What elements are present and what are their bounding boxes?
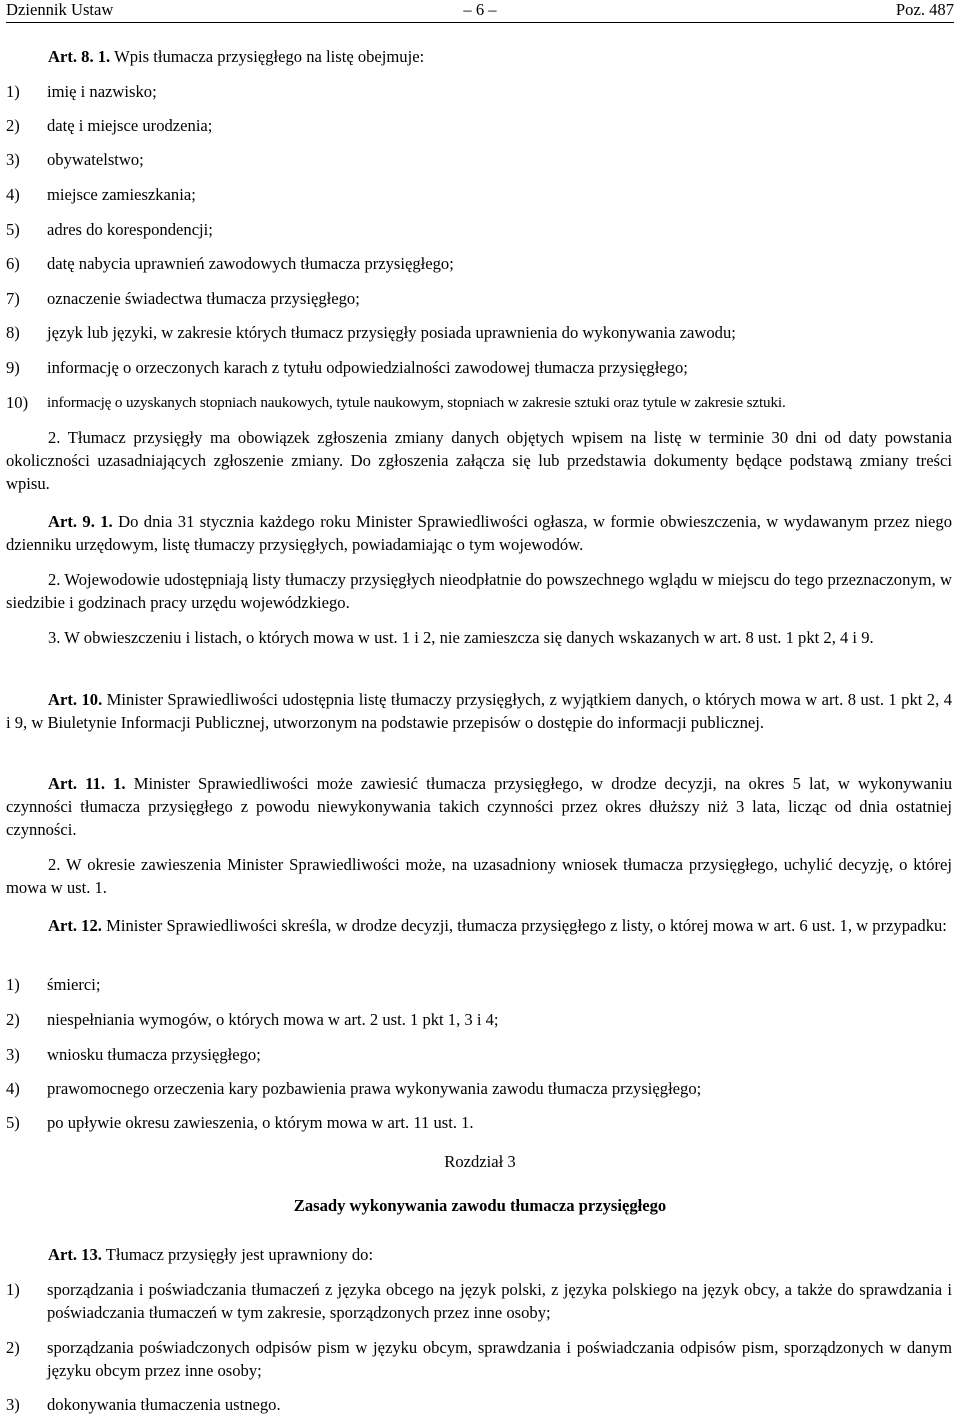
art9-ust3: 3. W obwieszczeniu i listach, o których mowa w ust. 1 i 2, nie zamieszcza się danych wskazanych w art. 8 ust. 1 pkt 2, 4 i 9. — [48, 628, 874, 647]
art8-heading: Art. 8. 1. — [48, 47, 111, 66]
art12-heading: Art. 12. — [48, 916, 102, 935]
art9-heading: Art. 9. 1. — [48, 512, 113, 531]
list-item: datę nabycia uprawnień zawodowych tłumacza przysięgłego; — [47, 254, 454, 273]
list-item: śmierci; — [47, 975, 101, 994]
art13-intro — [6, 1243, 952, 1266]
list-item-number: 3) — [6, 1395, 20, 1414]
art8-ust2: 2. Tłumacz przysięgły ma obowiązek zgłoszenia zmiany danych objętych wpisem na listę w terminie 30 dni od daty powstania okoliczności uzasadniających zgłoszenie zmiany. Do zgłoszenia załącza się lub przedstawia dokumenty będące podstawą zmiany treści wpisu. — [6, 428, 952, 493]
list-item-number: 8) — [6, 323, 20, 342]
list-item-number: 2) — [6, 1010, 20, 1029]
art9-ust1 — [6, 510, 952, 556]
list-item-number: 4) — [6, 185, 20, 204]
art13-heading: Art. 13. — [48, 1245, 102, 1264]
list-item-number: 10) — [6, 393, 29, 412]
list-item-number: 5) — [6, 220, 20, 239]
list-item: obywatelstwo; — [47, 150, 144, 169]
list-item: język lub języki, w zakresie których tłumacz przysięgły posiada uprawnienia do wykonywania zawodu; — [47, 323, 736, 342]
art12-intro — [6, 914, 952, 937]
list-item-number: 6) — [6, 254, 20, 273]
journal-name: Dziennik Ustaw — [6, 0, 114, 19]
list-item-number: 3) — [6, 1045, 20, 1064]
chapter-title: Zasady wykonywania zawodu tłumacza przysięgłego — [293, 1196, 667, 1215]
list-item: oznaczenie świadectwa tłumacza przysięgłego; — [47, 289, 360, 308]
list-item: sporządzania i poświadczania tłumaczeń z języka obcego na język polski, z języka polskiego na język obcy, a także do sprawdzania i poświadczania tłumaczeń w tym zakresie, sporządzonych przez inne osoby; — [47, 1280, 952, 1322]
list-item: sporządzania poświadczonych odpisów pism w języku obcym, sprawdzania i poświadczania odpisów pism, sporządzonych w danym języku obcym przez inne osoby; — [47, 1338, 952, 1380]
list-item: informację o uzyskanych stopniach naukowych, tytule naukowym, stopniach w zakresie sztuki oraz tytule w zakresie sztuki. — [47, 394, 786, 411]
art13-intro-text: Tłumacz przysięgły jest uprawniony do: — [105, 1245, 374, 1264]
list-item: niespełniania wymogów, o których mowa w art. 2 ust. 1 pkt 1, 3 i 4; — [47, 1010, 499, 1029]
list-item-number: 3) — [6, 150, 20, 169]
list-item: imię i nazwisko; — [47, 82, 157, 101]
list-item-number: 2) — [6, 116, 20, 135]
art11-heading: Art. 11. 1. — [48, 774, 126, 793]
list-item: informację o orzeczonych karach z tytułu odpowiedzialności zawodowej tłumacza przysięgłego; — [47, 358, 688, 377]
art10-heading: Art. 10. — [48, 690, 103, 709]
page-header — [0, 0, 960, 22]
list-item-number: 1) — [6, 1280, 20, 1299]
list-item: datę i miejsce urodzenia; — [47, 116, 213, 135]
list-item-number: 9) — [6, 358, 20, 377]
art11-ust2: 2. W okresie zawieszenia Minister Sprawiedliwości może, na uzasadniony wniosek tłumacza przysięgłego, uchylić decyzję, o której mowa w ust. 1. — [6, 855, 952, 897]
art9-ust2: 2. Wojewodowie udostępniają listy tłumaczy przysięgłych nieodpłatnie do powszechnego wglądu w miejscu do tego przeznaczonym, w siedzibie i godzinach pracy urzędu wojewódzkiego. — [6, 570, 952, 612]
header-rule — [6, 22, 954, 23]
list-item-number: 1) — [6, 82, 20, 101]
art10-text: Minister Sprawiedliwości udostępnia listę tłumaczy przysięgłych, z wyjątkiem danych, o których mowa w art. 8 ust. 1 pkt 2, 4 i 9, w Biuletynie Informacji Publicznej, utworzonym na podstawie przepisów o dostępie do informacji publicznej. — [6, 690, 952, 732]
list-item-number: 7) — [6, 289, 20, 308]
art11-ust1 — [6, 772, 952, 841]
page-number: – 6 – — [463, 0, 497, 19]
art8-intro — [6, 45, 952, 68]
art9-ust1-text: Do dnia 31 stycznia każdego roku Minister Sprawiedliwości ogłasza, w formie obwieszczenia, w wydawanym przez niego dzienniku urzędowym, listę tłumaczy przysięgłych, powiadamiając o tym wojewodów. — [6, 512, 952, 554]
art8-intro-text: Wpis tłumacza przysięgłego na listę obejmuje: — [114, 47, 425, 66]
list-item-number: 4) — [6, 1079, 20, 1098]
list-item-number: 2) — [6, 1338, 20, 1357]
list-item: adres do korespondencji; — [47, 220, 213, 239]
list-item: dokonywania tłumaczenia ustnego. — [47, 1395, 281, 1414]
list-item-number: 5) — [6, 1113, 20, 1132]
list-item-number: 1) — [6, 975, 20, 994]
list-item: wniosku tłumacza przysięgłego; — [47, 1045, 261, 1064]
position-number: Poz. 487 — [895, 0, 954, 19]
art11-ust1-text: Minister Sprawiedliwości może zawiesić tłumacza przysięgłego, w drodze decyzji, na okres 5 lat, w wykonywaniu czynności tłumacza przysięgłego z powodu niewykonywania takich czynności przez okres dłuższy niż 3 lata, licząc od dnia ostatniej czynności. — [6, 774, 953, 839]
list-item: po upływie okresu zawieszenia, o którym mowa w art. 11 ust. 1. — [47, 1113, 474, 1132]
chapter-label: Rozdział 3 — [444, 1152, 516, 1171]
art12-intro-text: Minister Sprawiedliwości skreśla, w drodze decyzji, tłumacza przysięgłego z listy, o której mowa w art. 6 ust. 1, w przypadku: — [106, 916, 947, 935]
list-item: miejsce zamieszkania; — [47, 185, 196, 204]
list-item: prawomocnego orzeczenia kary pozbawienia prawa wykonywania zawodu tłumacza przysięgłego; — [47, 1079, 702, 1098]
art10 — [6, 688, 952, 734]
